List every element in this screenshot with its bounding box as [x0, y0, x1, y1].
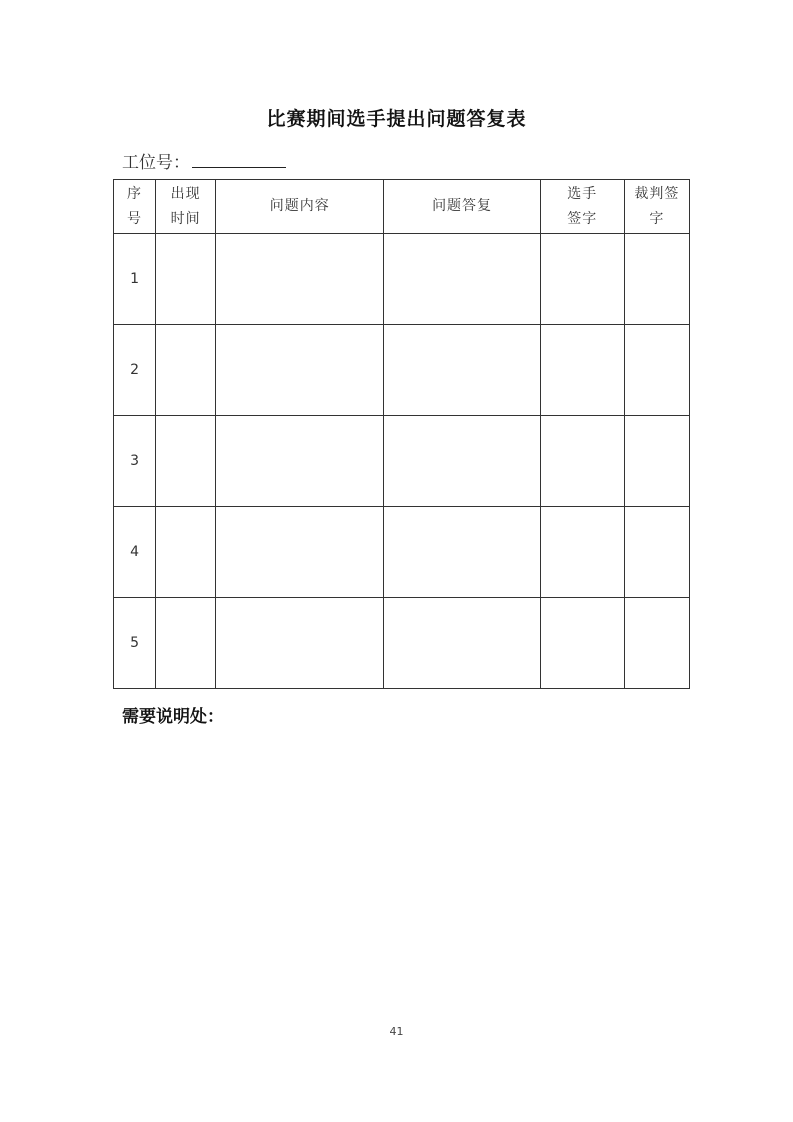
header-time-line2: 时间 [170, 210, 201, 227]
header-answer [384, 180, 540, 234]
judge-signature-cell [624, 416, 689, 507]
time-cell [156, 234, 216, 325]
notes-heading: 需要说明处： [122, 707, 224, 727]
header-player-line1: 选手 [567, 185, 598, 202]
header-seq [114, 180, 156, 234]
time-cell [156, 325, 216, 416]
question-reply-table [113, 179, 690, 689]
judge-signature-cell [624, 325, 689, 416]
answer-cell [384, 507, 540, 598]
judge-signature-cell [624, 598, 689, 689]
station-number-blank [192, 149, 286, 168]
answer-cell [384, 598, 540, 689]
time-cell [156, 416, 216, 507]
header-seq-line1: 序 [127, 185, 143, 202]
judge-signature-cell [624, 507, 689, 598]
header-answer-label: 问题答复 [432, 198, 493, 214]
answer-cell [384, 234, 540, 325]
table-row [114, 507, 690, 598]
header-player-line2: 签字 [567, 210, 598, 227]
table-row [114, 416, 690, 507]
station-number-field [122, 148, 286, 173]
table-header-row [114, 180, 690, 234]
station-number-label: 工位号： [122, 153, 190, 173]
header-player-signature [540, 180, 624, 234]
answer-cell [384, 325, 540, 416]
header-judge-line1: 裁判签 [634, 185, 680, 202]
header-time-line1: 出现 [170, 185, 201, 202]
player-signature-cell [540, 416, 624, 507]
question-cell [216, 325, 384, 416]
table-row [114, 325, 690, 416]
row-seq-cell: 4 [114, 507, 156, 598]
page-title: 比赛期间选手提出问题答复表 [266, 108, 527, 130]
table-row [114, 598, 690, 689]
player-signature-cell [540, 507, 624, 598]
header-time [156, 180, 216, 234]
header-judge-line2: 字 [649, 210, 665, 227]
header-question [216, 180, 384, 234]
question-cell [216, 598, 384, 689]
judge-signature-cell [624, 234, 689, 325]
header-seq-line2: 号 [127, 210, 143, 227]
player-signature-cell [540, 598, 624, 689]
question-cell [216, 234, 384, 325]
row-seq-cell: 1 [114, 234, 156, 325]
header-question-label: 问题内容 [269, 198, 330, 214]
question-cell [216, 507, 384, 598]
question-cell [216, 416, 384, 507]
table-row [114, 234, 690, 325]
row-seq-cell: 5 [114, 598, 156, 689]
player-signature-cell [540, 234, 624, 325]
header-judge-signature [624, 180, 689, 234]
time-cell [156, 598, 216, 689]
page-number: 41 [389, 1025, 404, 1038]
answer-cell [384, 416, 540, 507]
row-seq-cell: 2 [114, 325, 156, 416]
player-signature-cell [540, 325, 624, 416]
time-cell [156, 507, 216, 598]
row-seq-cell: 3 [114, 416, 156, 507]
